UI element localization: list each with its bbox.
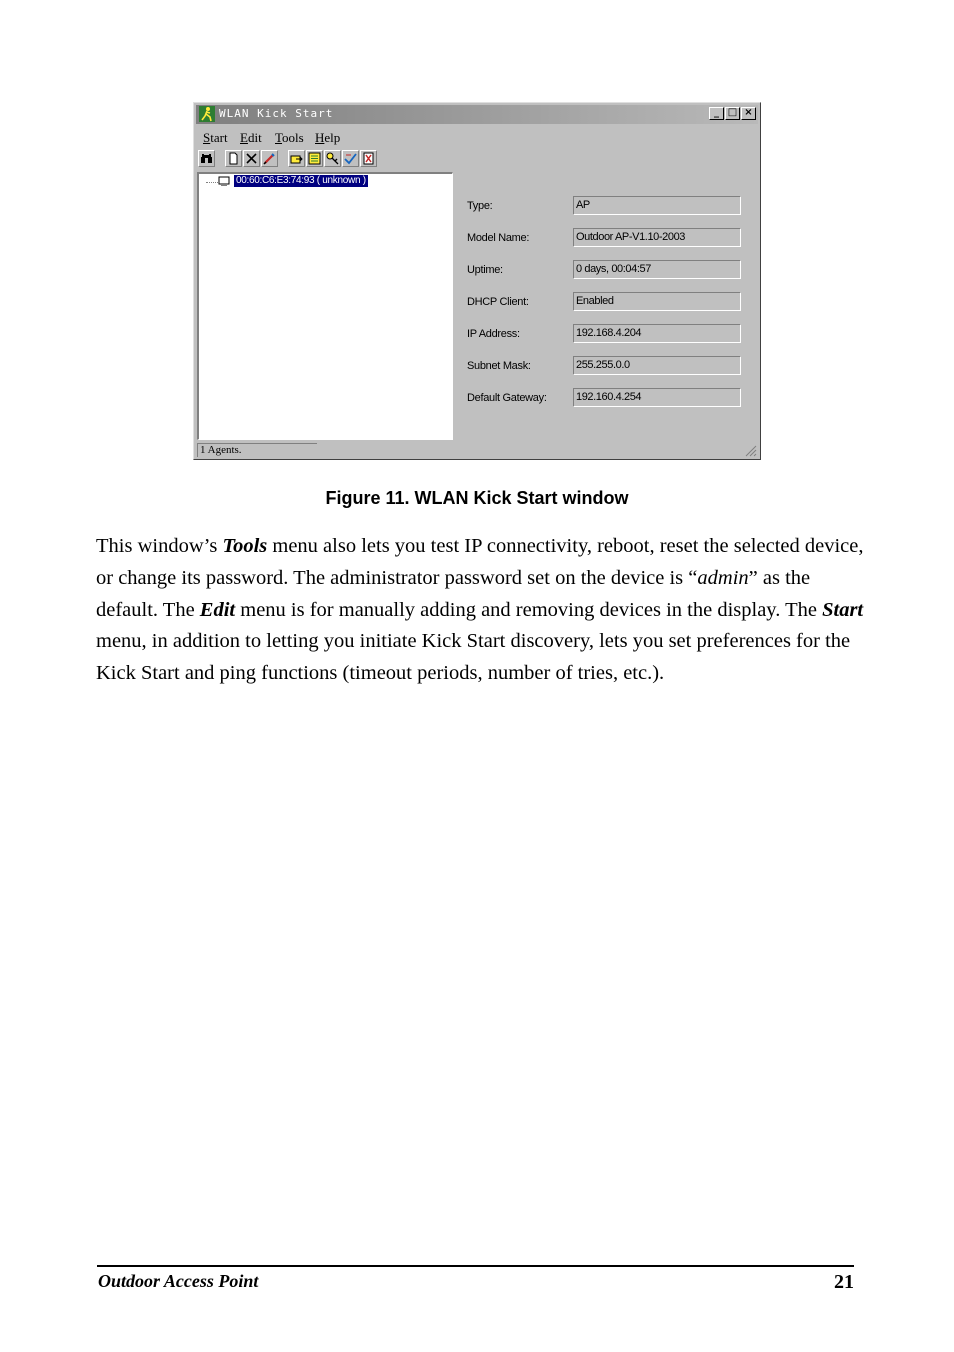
body-text: ” as the default. The: [96, 566, 811, 621]
footer-title: Outdoor Access Point: [98, 1271, 259, 1291]
title-bar[interactable]: [196, 105, 758, 124]
edit-emphasis: Edit: [199, 598, 236, 621]
minimize-button[interactable]: _: [709, 107, 724, 120]
resize-grip-icon[interactable]: [745, 445, 757, 457]
tools-emphasis: Tools: [222, 535, 268, 557]
menu-bar: [196, 126, 758, 146]
app-runner-icon: [199, 106, 215, 122]
new-icon[interactable]: [225, 150, 242, 167]
figure-caption: Figure 11. WLAN Kick Start window: [325, 488, 629, 508]
body-text: This window’s: [96, 535, 223, 557]
default-gateway-label: Default Gateway:: [467, 392, 547, 404]
subnet-mask-field: 255.255.0.0: [573, 356, 741, 375]
device-properties-panel: [454, 172, 758, 440]
start-emphasis: Start: [822, 598, 864, 621]
reboot-icon[interactable]: [360, 150, 377, 167]
binoculars-icon[interactable]: [198, 150, 215, 167]
dhcp-client-label: DHCP Client:: [467, 296, 529, 308]
maximize-button[interactable]: □: [725, 107, 740, 120]
type-field: AP: [573, 196, 741, 215]
body-paragraph: [96, 531, 866, 690]
status-text: 1 Agents.: [197, 443, 317, 457]
model-name-field: Outdoor AP-V1.10-2003: [573, 228, 741, 247]
device-tree[interactable]: [197, 172, 453, 440]
delete-icon[interactable]: [243, 150, 260, 167]
menu-start[interactable]: Start: [203, 130, 228, 145]
body-text: menu is for manually adding and removing devices in the display. The: [235, 598, 823, 621]
ip-address-label: IP Address:: [467, 328, 520, 340]
menu-tools[interactable]: Tools: [275, 130, 304, 145]
check-icon[interactable]: [342, 150, 359, 167]
config-icon[interactable]: [306, 150, 323, 167]
key-icon[interactable]: [324, 150, 341, 167]
wlan-kick-start-window: [193, 102, 761, 460]
tree-connector: [206, 182, 218, 183]
type-label: Type:: [467, 200, 493, 212]
model-name-label: Model Name:: [467, 232, 530, 244]
close-button[interactable]: ×: [741, 107, 756, 120]
dhcp-client-field: Enabled: [573, 292, 741, 311]
uptime-field: 0 days, 00:04:57: [573, 260, 741, 279]
body-text: menu, in addition to letting you initiate Kick Start discovery, lets you set preferences for the Kick Start and ping functions (timeout periods, number of tries, etc.).: [96, 630, 851, 685]
body-text: menu also lets you test IP connectivity, reboot, reset the selected device, or change its password. The administrator password set on the device is “: [96, 535, 864, 589]
window-title: WLAN Kick Start: [219, 107, 334, 120]
default-gateway-field: 192.160.4.254: [573, 388, 741, 407]
menu-edit[interactable]: Edit: [240, 130, 262, 145]
footer-rule: [97, 1265, 854, 1267]
ip-address-field: 192.168.4.204: [573, 324, 741, 343]
admin-emphasis: admin: [697, 566, 749, 589]
uptime-label: Uptime:: [467, 264, 503, 276]
status-bar: [196, 442, 758, 458]
device-icon: [218, 176, 230, 187]
tree-node-device[interactable]: 00:60:C6:E3:74:93 ( unknown ): [236, 175, 366, 186]
page-number: 21: [834, 1271, 854, 1293]
edit-icon[interactable]: [261, 150, 278, 167]
toolbar: [196, 148, 758, 170]
subnet-mask-label: Subnet Mask:: [467, 360, 531, 372]
menu-help[interactable]: Help: [315, 130, 341, 145]
export-icon[interactable]: [288, 150, 305, 167]
